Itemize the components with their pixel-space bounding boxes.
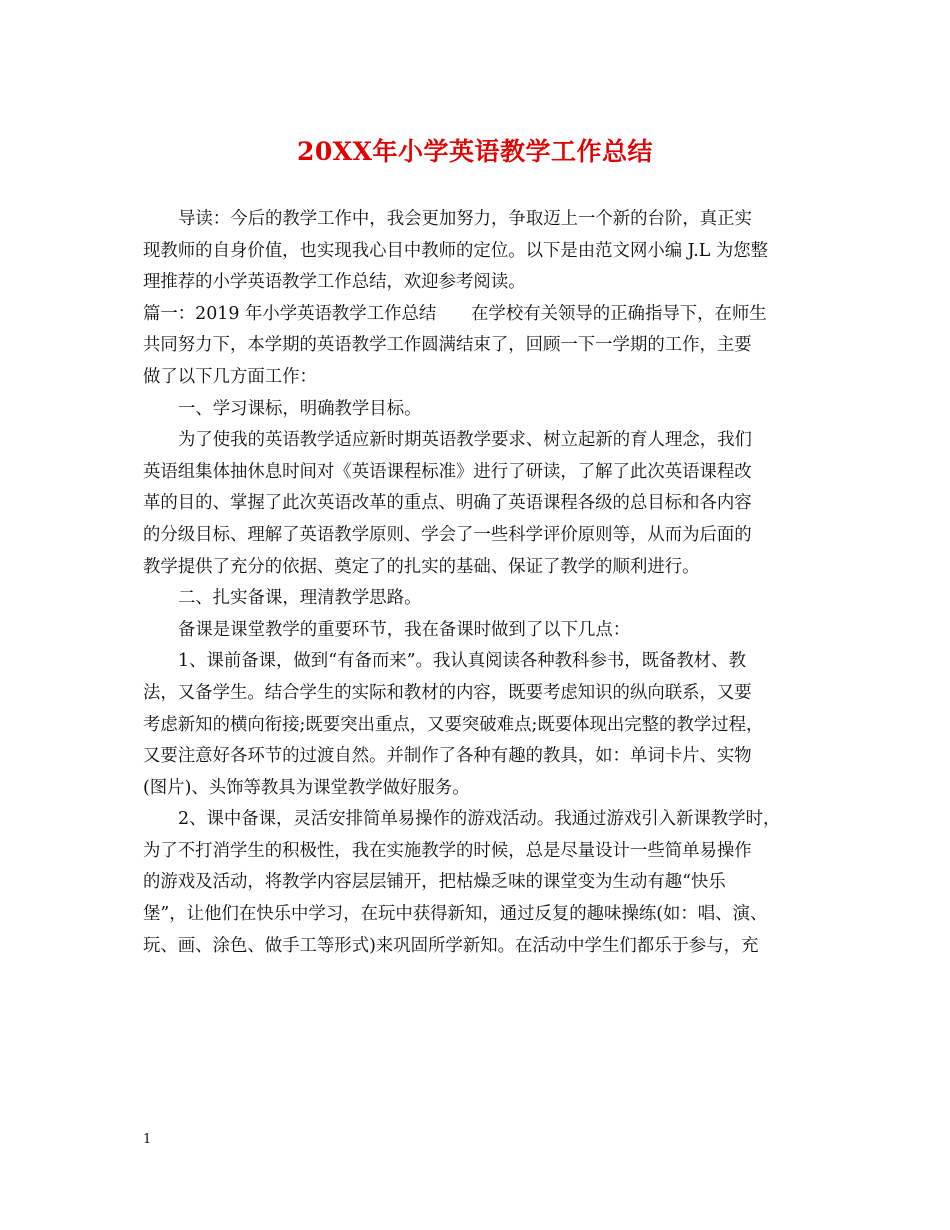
paragraph-line: 备课是课堂教学的重要环节，我在备课时做到了以下几点：	[178, 619, 631, 640]
paragraph-line: 法，又备学生。结合学生的实际和教材的内容，既要考虑知识的纵向联系，又要	[143, 682, 752, 703]
paragraph-line: 又要注意好各环节的过渡自然。并制作了各种有趣的教具，如：单词卡片、实物	[143, 746, 752, 767]
document-title: 20XX年小学英语教学工作总结	[296, 137, 654, 166]
page-number: 1	[143, 1132, 152, 1147]
paragraph-line: 做了以下几方面工作：	[143, 366, 317, 387]
document-body	[143, 204, 813, 962]
paragraph-line: 革的目的、掌握了此次英语改革的重点、明确了英语课程各级的总目标和各内容	[143, 493, 752, 514]
paragraph-line: 二、扎实备课，理清教学思路。	[178, 588, 422, 609]
paragraph-line: 的分级目标、理解了英语教学原则、学会了一些科学评价原则等，从而为后面的	[143, 524, 752, 545]
paragraph-line: 1、课前备课，做到“有备而来”。我认真阅读各种教科参书，既备教材、教	[178, 651, 746, 672]
paragraph-line: (图片)、头饰等教具为课堂教学做好服务。	[143, 777, 470, 798]
paragraph-line: 一、学习课标，明确教学目标。	[178, 398, 422, 419]
paragraph-line: 英语组集体抽休息时间对《英语课程标准》进行了研读，了解了此次英语课程改	[143, 461, 752, 482]
paragraph-line: 玩、画、涂色、做手工等形式)来巩固所学新知。在活动中学生们都乐于参与，充	[143, 935, 759, 956]
paragraph-line: 理推荐的小学英语教学工作总结，欢迎参考阅读。	[143, 272, 526, 293]
paragraph-line: 现教师的自身价值，也实现我心目中教师的定位。以下是由范文网小编 J.L 为您整	[143, 240, 769, 261]
paragraph-line: 为了使我的英语教学适应新时期英语教学要求、树立起新的育人理念，我们	[178, 430, 752, 451]
paragraph-line: 导读：今后的教学工作中，我会更加努力，争取迈上一个新的台阶，真正实	[178, 209, 752, 229]
paragraph-line: 的游戏及活动，将教学内容层层铺开，把枯燥乏味的课堂变为生动有趣“快乐	[143, 872, 726, 893]
paragraph-line: 堡”，让他们在快乐中学习，在玩中获得新知，通过反复的趣味操练(如：唱、演、	[143, 904, 768, 925]
paragraph-line: 教学提供了充分的依据、奠定了的扎实的基础、保证了教学的顺利进行。	[143, 556, 700, 577]
paragraph-line: 为了不打消学生的积极性，我在实施教学的时候，总是尽量设计一些简单易操作	[143, 840, 752, 861]
paragraph-line: 篇一：2019 年小学英语教学工作总结 在学校有关领导的正确指导下，在师生	[143, 303, 767, 324]
paragraph-line: 2、课中备课，灵活安排简单易操作的游戏活动。我通过游戏引入新课教学时，	[178, 809, 781, 830]
paragraph-line: 共同努力下，本学期的英语教学工作圆满结束了，回顾一下一学期的工作，主要	[143, 335, 752, 356]
paragraph-line: 考虑新知的横向衔接;既要突出重点，又要突破难点;既要体现出完整的教学过程，	[143, 714, 764, 735]
